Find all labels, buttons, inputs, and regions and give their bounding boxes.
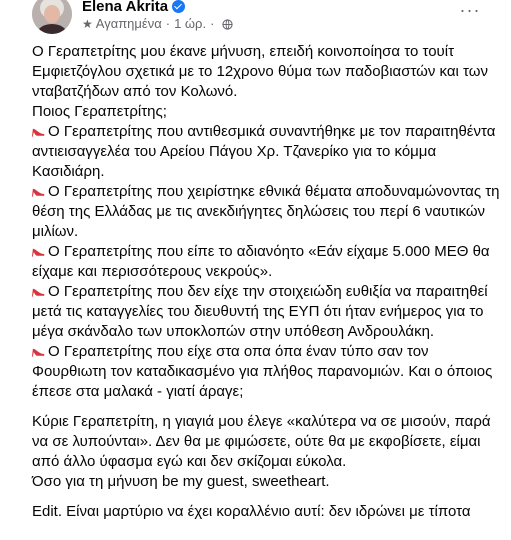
audience-label[interactable]: Αγαπημένα — [95, 16, 162, 31]
high-heel-icon — [32, 183, 46, 198]
bullet-text: Ο Γεραπετρίτης που είχε στα οπα όπα έναν τύπο σαν τον Φουρθιωτη τον καταδικασμένο για πλήθος παρανομιών. Και ο όποιος έπεσε στα μαλακά - γιατί άραγε; — [32, 343, 493, 400]
post-intro: Ο Γεραπετρίτης μου έκανε μήνυση, επειδή κοινοποίησα το τουίτ Εμφιετζόγλου σχετικά με το 12χρονο θύμα των παδοβιαστών και των νταβατζήδων από τον Κολωνό. — [32, 43, 488, 100]
bullet-text: Ο Γεραπετρίτης που δεν είχε την στοιχειώδη ευθιξία να παραιτηθεί μετά τις καταγγελίες του διευθυντή της ΕΥΠ ότι ήταν ενήμερος για το μέγα σκάνδαλο των υποκλοπών στην υπόθεση Ανδρουλάκη. — [32, 283, 488, 340]
more-options-button[interactable]: ··· — [459, 0, 481, 20]
avatar[interactable] — [32, 0, 72, 34]
post-closing: Κύριε Γεραπετρίτη, η γιαγιά μου έλεγε «καλύτερα να σε μισούν, παρά να σε λυπούνται». Δεν θα με φιμώσετε, ούτε θα με εκφοβίσετε, είμαι από άλλο ύφασμα εγώ και δεν σκίζομαι εύκολα. — [32, 413, 491, 470]
high-heel-icon — [32, 283, 46, 298]
globe-icon — [222, 19, 233, 30]
meta-separator: · — [165, 16, 171, 31]
paragraph-gap-2 — [32, 492, 504, 502]
paragraph-gap — [32, 402, 504, 412]
bullet-item — [32, 282, 504, 342]
verified-badge-icon — [172, 0, 185, 13]
post-edit: Edit. Είναι μαρτύριο να έχει κοραλλένιο αυτί: δεν ιδρώνει με τίποτα — [32, 503, 471, 520]
bullet-text: Ο Γεραπετρίτης που αντιθεσμικά συναντήθηκε με τον παραιτηθέντα αντιεισαγγελέα του Αρείου Πάγου Χρ. Τζανερίκο για το κόμμα Κασιδιάρη. — [32, 123, 496, 180]
bullet-item — [32, 182, 504, 242]
bullet-item — [32, 342, 504, 402]
star-icon: ★ — [82, 17, 93, 31]
bullet-text: Ο Γεραπετρίτης που χειρίστηκε εθνικά θέματα αποδυναμώνοντας τη θέση της Ελλάδας με τις ανεκδιήγητες δηλώσεις του περί 6 ναυτικών μιλίων. — [32, 183, 500, 240]
author-name[interactable] — [82, 0, 185, 16]
post-closing-2: Όσο για τη μήνυση be my guest, sweetheart. — [32, 473, 330, 490]
bullet-item — [32, 242, 504, 282]
avatar-photo — [32, 0, 72, 34]
timestamp[interactable]: 1 ώρ. — [174, 16, 207, 31]
author-name-text[interactable]: Elena Akrita — [82, 0, 169, 15]
high-heel-icon — [32, 123, 46, 138]
post-question: Ποιος Γεραπετρίτης; — [32, 103, 167, 120]
bullet-text: Ο Γεραπετρίτης που είπε το αδιανόητο «Εάν είχαμε 5.000 ΜΕΘ θα είχαμε και περισσότερους νεκρούς». — [32, 243, 490, 280]
post-meta — [82, 16, 233, 32]
meta-separator-2: · — [210, 16, 215, 31]
bullet-item — [32, 122, 504, 182]
high-heel-icon — [32, 243, 46, 258]
post-header — [0, 0, 511, 40]
high-heel-icon — [32, 343, 46, 358]
post-body — [32, 42, 504, 522]
